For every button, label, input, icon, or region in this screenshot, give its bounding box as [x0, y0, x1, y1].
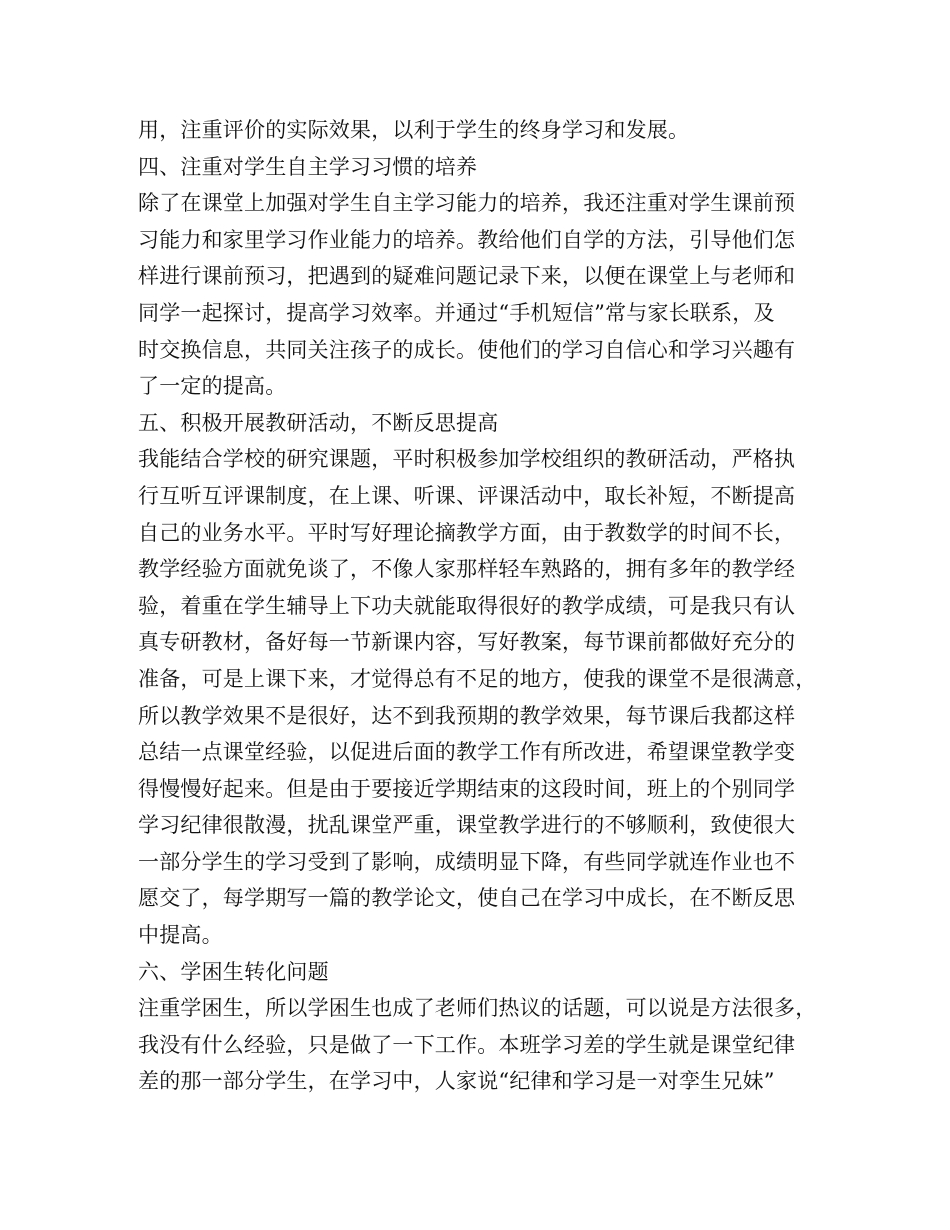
text-line: 中提高。 — [138, 923, 223, 948]
text-line: 用，注重评价的实际效果，以利于学生的终身学习和发展。 — [138, 118, 690, 142]
text-line: 注重学困生，所以学困生也成了老师们热议的话题，可以说是方法很多， — [138, 996, 817, 1021]
text-line: 我没有什么经验，只是做了一下工作。本班学习差的学生就是课堂纪律 — [138, 1032, 796, 1057]
text-line: 除了在课堂上加强对学生自主学习能力的培养，我还注重对学生课前预 — [138, 191, 796, 216]
text-line: 差的那一部分学生，在学习中，人家说“纪律和学习是一对孪生兄妹” — [138, 1069, 775, 1094]
text-line: 行互听互评课制度，在上课、听课、评课活动中，取长补短，不断提高 — [138, 483, 796, 508]
text-line: 学习纪律很散漫，扰乱课堂严重，课堂教学进行的不够顺利，致使很大 — [138, 813, 796, 838]
text-line: 同学一起探讨，提高学习效率。并通过“手机短信”常与家长联系，及 — [138, 300, 775, 325]
text-line: 真专研教材，备好每一节新课内容，写好教案，每节课前都做好充分的 — [138, 630, 796, 655]
section-heading: 四、注重对学生自主学习习惯的培养 — [138, 154, 478, 179]
document-body — [138, 112, 818, 1100]
text-line: 了一定的提高。 — [138, 374, 287, 399]
text-line: 所以教学效果不是很好，达不到我预期的教学效果，每节课后我都这样 — [138, 703, 796, 728]
section-heading: 六、学困生转化问题 — [138, 959, 329, 984]
section-heading: 五、积极开展教研活动，不断反思提高 — [138, 410, 499, 435]
text-line: 准备，可是上课下来，才觉得总有不足的地方，使我的课堂不是很满意， — [138, 666, 817, 691]
text-line: 我能结合学校的研究课题，平时积极参加学校组织的教研活动，严格执 — [138, 447, 796, 472]
text-line: 一部分学生的学习受到了影响，成绩明显下降，有些同学就连作业也不 — [138, 849, 796, 874]
text-line: 自己的业务水平。平时写好理论摘教学方面，由于教数学的时间不长， — [138, 520, 796, 545]
text-line: 习能力和家里学习作业能力的培养。教给他们自学的方法，引导他们怎 — [138, 227, 796, 252]
text-line: 总结一点课堂经验，以促进后面的教学工作有所改进，希望课堂教学变 — [138, 740, 796, 765]
text-line: 教学经验方面就免谈了，不像人家那样轻车熟路的，拥有多年的教学经 — [138, 557, 796, 582]
text-line: 验，着重在学生辅导上下功夫就能取得很好的教学成绩，可是我只有认 — [138, 593, 796, 618]
text-line: 愿交了，每学期写一篇的教学论文，使自己在学习中成长，在不断反思 — [138, 886, 796, 911]
text-line: 时交换信息，共同关注孩子的成长。使他们的学习自信心和学习兴趣有 — [138, 337, 796, 362]
text-line: 得慢慢好起来。但是由于要接近学期结束的这段时间，班上的个别同学 — [138, 776, 796, 801]
text-line: 样进行课前预习，把遇到的疑难问题记录下来，以便在课堂上与老师和 — [138, 264, 796, 289]
